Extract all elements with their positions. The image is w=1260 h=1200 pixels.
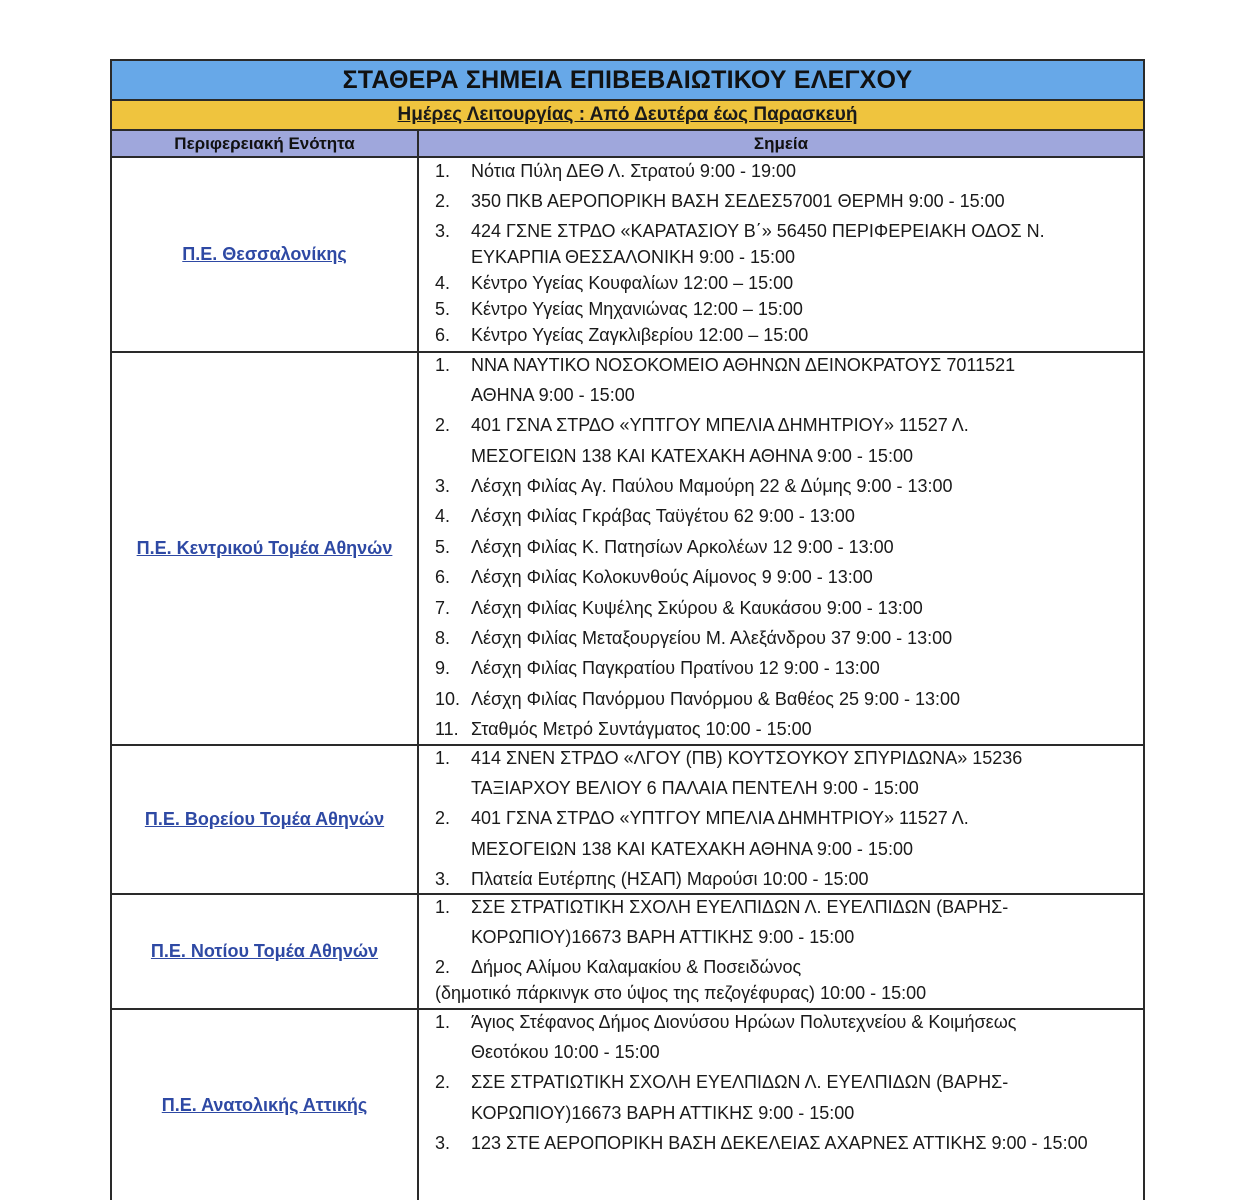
item-text-block: [435, 957, 1135, 1009]
region-cell: [112, 353, 419, 744]
item-text: Λέσχη Φιλίας Κυψέλης Σκύρου & Καυκάσου 9:00 - 13:00: [471, 598, 923, 618]
item-text: Κέντρο Υγείας Μηχανιώνας 12:00 – 15:00: [471, 299, 803, 319]
item-text: Λέσχη Φιλίας Παγκρατίου Πρατίνου 12 9:00 - 13:00: [471, 658, 880, 678]
item-number: 6.: [435, 567, 451, 587]
item-number: 4.: [435, 506, 451, 526]
item-number: 8.: [435, 628, 451, 648]
column-header-points: Σημεία: [753, 133, 809, 153]
item-text: Κέντρο Υγείας Ζαγκλιβερίου 12:00 – 15:00: [471, 325, 809, 345]
list-item: [435, 506, 1135, 537]
item-number: 5.: [435, 537, 451, 557]
list-item: [435, 748, 1135, 808]
region-link-central-athens[interactable]: Π.Ε. Κεντρικού Τομέα Αθηνών: [136, 538, 393, 558]
item-text: Κέντρο Υγείας Κουφαλίων 12:00 – 15:00: [471, 273, 794, 293]
list-item: [435, 161, 1135, 191]
item-number: 5.: [435, 299, 451, 319]
item-text: ΑΘΗΝΑ 9:00 - 15:00: [471, 385, 635, 405]
table-title: ΣΤΑΘΕΡΑ ΣΗΜΕΙΑ ΕΠΙΒΕΒΑΙΩΤΙΚΟΥ ΕΛΕΓΧΟΥ: [112, 61, 1143, 101]
item-text: ΤΑΞΙΑΡΧΟΥ ΒΕΛΙΟΥ 6 ΠΑΛΑΙΑ ΠΕΝΤΕΛΗ 9:00 - 15:00: [471, 778, 919, 798]
item-text: Λέσχη Φιλίας Γκράβας Ταϋγέτου 62 9:00 - 13:00: [471, 506, 855, 526]
item-text: ΚΟΡΩΠΙΟΥ)16673 ΒΑΡΗ ΑΤΤΙΚΗΣ 9:00 - 15:00: [471, 1103, 855, 1123]
item-number: 1.: [435, 355, 451, 375]
item-number: 9.: [435, 658, 451, 678]
item-text-block: [471, 355, 1135, 415]
item-number: 10.: [435, 689, 461, 709]
checkpoints-table: [110, 59, 1145, 1200]
item-text: Θεοτόκου 10:00 - 15:00: [471, 1042, 660, 1062]
points-cell: [419, 895, 1143, 1008]
list-item: [435, 1133, 1135, 1163]
list-item: [435, 628, 1135, 658]
item-text: ΜΕΣΟΓΕΙΩΝ 138 ΚΑΙ ΚΑΤΕΧΑΚΗ ΑΘΗΝΑ 9:00 - 15:00: [471, 839, 913, 859]
item-text: ΣΣΕ ΣΤΡΑΤΙΩΤΙΚΗ ΣΧΟΛΗ ΕΥΕΛΠΙΔΩΝ Λ. ΕΥΕΛΠΙΔΩΝ (ΒΑΡΗΣ-: [471, 897, 1009, 917]
item-number: 6.: [435, 325, 451, 345]
list-item: [435, 537, 1135, 567]
item-text: Λέσχη Φιλίας Αγ. Παύλου Μαμούρη 22 & Δύμης 9:00 - 13:00: [471, 476, 953, 496]
operating-days-banner: Ημέρες Λειτουργίας : Από Δευτέρα έως Παρασκευή: [112, 101, 1143, 131]
item-text: Δήμος Αλίμου Καλαμακίου & Ποσειδώνος: [471, 957, 802, 977]
list-item: [435, 719, 1135, 747]
points-cell: [419, 158, 1143, 351]
points-cell: [419, 1010, 1143, 1200]
item-text-block: [471, 897, 1135, 957]
item-text: Λέσχη Φιλίας Πανόρμου Πανόρμου & Βαθέος 25 9:00 - 13:00: [471, 689, 961, 709]
item-text: 123 ΣΤΕ ΑΕΡΟΠΟΡΙΚΗ ΒΑΣΗ ΔΕΚΕΛΕΙΑΣ ΑΧΑΡΝΕΣ ΑΤΤΙΚΗΣ 9:00 - 15:00: [471, 1133, 1088, 1153]
item-number: 1.: [435, 748, 451, 768]
item-text: Πλατεία Ευτέρπης (ΗΣΑΠ) Μαρούσι 10:00 - 15:00: [471, 869, 869, 889]
item-number: 11.: [435, 719, 459, 739]
region-link-east-attica[interactable]: Π.Ε. Ανατολικής Αττικής: [161, 1094, 368, 1115]
item-number: 3.: [435, 869, 451, 889]
list-item: [435, 415, 1135, 476]
item-number: 1.: [435, 161, 451, 181]
list-item: [435, 598, 1135, 628]
item-text-block: [471, 1012, 1135, 1072]
item-text-block: [471, 1072, 1135, 1133]
item-number: 2.: [435, 415, 451, 435]
item-text: Λέσχη Φιλίας Κολοκυνθούς Αίμονος 9 9:00 - 13:00: [471, 567, 873, 587]
item-number: 3.: [435, 1133, 451, 1153]
table-header-row: [112, 131, 1143, 158]
item-text: 350 ΠΚΒ ΑΕΡΟΠΟΡΙΚΗ ΒΑΣΗ ΣΕΔΕΣ57001 ΘΕΡΜΗ 9:00 - 15:00: [471, 191, 1005, 211]
item-text: ΚΟΡΩΠΙΟΥ)16673 ΒΑΡΗ ΑΤΤΙΚΗΣ 9:00 - 15:00: [471, 927, 855, 947]
item-text: 414 ΣΝΕΝ ΣΤΡΔΟ «ΛΓΟΥ (ΠΒ) ΚΟΥΤΣΟΥΚΟΥ ΣΠΥΡΙΔΩΝΑ» 15236: [471, 748, 1023, 768]
item-text-block: [471, 748, 1135, 808]
list-item: [435, 221, 1135, 273]
list-item: [435, 273, 1135, 299]
item-text: Λέσχη Φιλίας Κ. Πατησίων Αρκολέων 12 9:00 - 13:00: [471, 537, 894, 557]
list-item: [435, 658, 1135, 689]
item-number: 2.: [435, 808, 451, 828]
item-number: 1.: [435, 1012, 451, 1032]
column-header-region: Περιφερειακή Ενότητα: [112, 131, 419, 156]
item-text-continuation: (δημοτικό πάρκινγκ στο ύψος της πεζογέφυρας) 10:00 - 15:00: [435, 983, 927, 1003]
points-cell: [419, 746, 1143, 893]
item-number: 2.: [435, 957, 451, 977]
region-row-north-athens: [112, 746, 1143, 895]
list-item: [435, 689, 1135, 719]
region-cell: [112, 895, 419, 1008]
item-number: 2.: [435, 1072, 451, 1092]
list-item: [435, 808, 1135, 869]
item-text: ΝΝΑ ΝΑΥΤΙΚΟ ΝΟΣΟΚΟΜΕΙΟ ΑΘΗΝΩΝ ΔΕΙΝΟΚΡΑΤΟΥΣ 7011521: [471, 355, 1016, 375]
list-item: [435, 191, 1135, 221]
list-item: [435, 1072, 1135, 1133]
item-text: ΜΕΣΟΓΕΙΩΝ 138 ΚΑΙ ΚΑΤΕΧΑΚΗ ΑΘΗΝΑ 9:00 - 15:00: [471, 446, 913, 466]
points-cell: [419, 353, 1143, 744]
item-number: 7.: [435, 598, 451, 618]
region-cell: [112, 746, 419, 893]
item-text: 424 ΓΣΝΕ ΣΤΡΔΟ «ΚΑΡΑΤΑΣΙΟΥ Β΄» 56450 ΠΕΡΙΦΕΡΕΙΑΚΗ ΟΔΟΣ Ν.: [471, 221, 1045, 241]
item-text: Λέσχη Φιλίας Μεταξουργείου Μ. Αλεξάνδρου 37 9:00 - 13:00: [471, 628, 953, 648]
region-row-central-athens: [112, 353, 1143, 746]
region-link-north-athens[interactable]: Π.Ε. Βορείου Τομέα Αθηνών: [144, 809, 385, 829]
item-number: 3.: [435, 221, 451, 241]
list-item: [435, 567, 1135, 598]
item-text: ΣΣΕ ΣΤΡΑΤΙΩΤΙΚΗ ΣΧΟΛΗ ΕΥΕΛΠΙΔΩΝ Λ. ΕΥΕΛΠΙΔΩΝ (ΒΑΡΗΣ-: [471, 1072, 1009, 1092]
list-item: [435, 355, 1135, 415]
region-link-thessaloniki[interactable]: Π.Ε. Θεσσαλονίκης: [182, 244, 347, 264]
list-item: [435, 1012, 1135, 1072]
list-item: [435, 869, 1135, 895]
region-row-thessaloniki: [112, 158, 1143, 353]
region-link-south-athens[interactable]: Π.Ε. Νοτίου Τομέα Αθηνών: [150, 941, 379, 961]
item-text: ΕΥΚΑΡΠΙΑ ΘΕΣΣΑΛΟΝΙΚΗ 9:00 - 15:00: [471, 247, 796, 267]
item-number: 4.: [435, 273, 451, 293]
item-text: Άγιος Στέφανος Δήμος Διονύσου Ηρώων Πολυτεχνείου & Κοιμήσεως: [471, 1012, 1017, 1032]
item-text: Νότια Πύλη ΔΕΘ Λ. Στρατού 9:00 - 19:00: [471, 161, 797, 181]
region-row-east-attica: [112, 1010, 1143, 1200]
item-number: 3.: [435, 476, 451, 496]
list-item: [435, 299, 1135, 325]
item-text-block: [471, 415, 1135, 476]
item-text-block: [471, 221, 1135, 273]
item-number: 1.: [435, 897, 451, 917]
item-text: Σταθμός Μετρό Συντάγματος 10:00 - 15:00: [471, 719, 812, 739]
item-text-block: [471, 808, 1135, 869]
list-item: [435, 957, 1135, 1009]
region-row-south-athens: [112, 895, 1143, 1010]
item-text: 401 ΓΣΝΑ ΣΤΡΔΟ «ΥΠΤΓΟΥ ΜΠΕΛΙΑ ΔΗΜΗΤΡΙΟΥ» 11527 Λ.: [471, 415, 969, 435]
region-cell: [112, 158, 419, 351]
item-text: 401 ΓΣΝΑ ΣΤΡΔΟ «ΥΠΤΓΟΥ ΜΠΕΛΙΑ ΔΗΜΗΤΡΙΟΥ» 11527 Λ.: [471, 808, 969, 828]
item-number: 2.: [435, 191, 451, 211]
list-item: [435, 897, 1135, 957]
list-item: [435, 325, 1135, 351]
list-item: [435, 476, 1135, 506]
region-cell: [112, 1010, 419, 1200]
